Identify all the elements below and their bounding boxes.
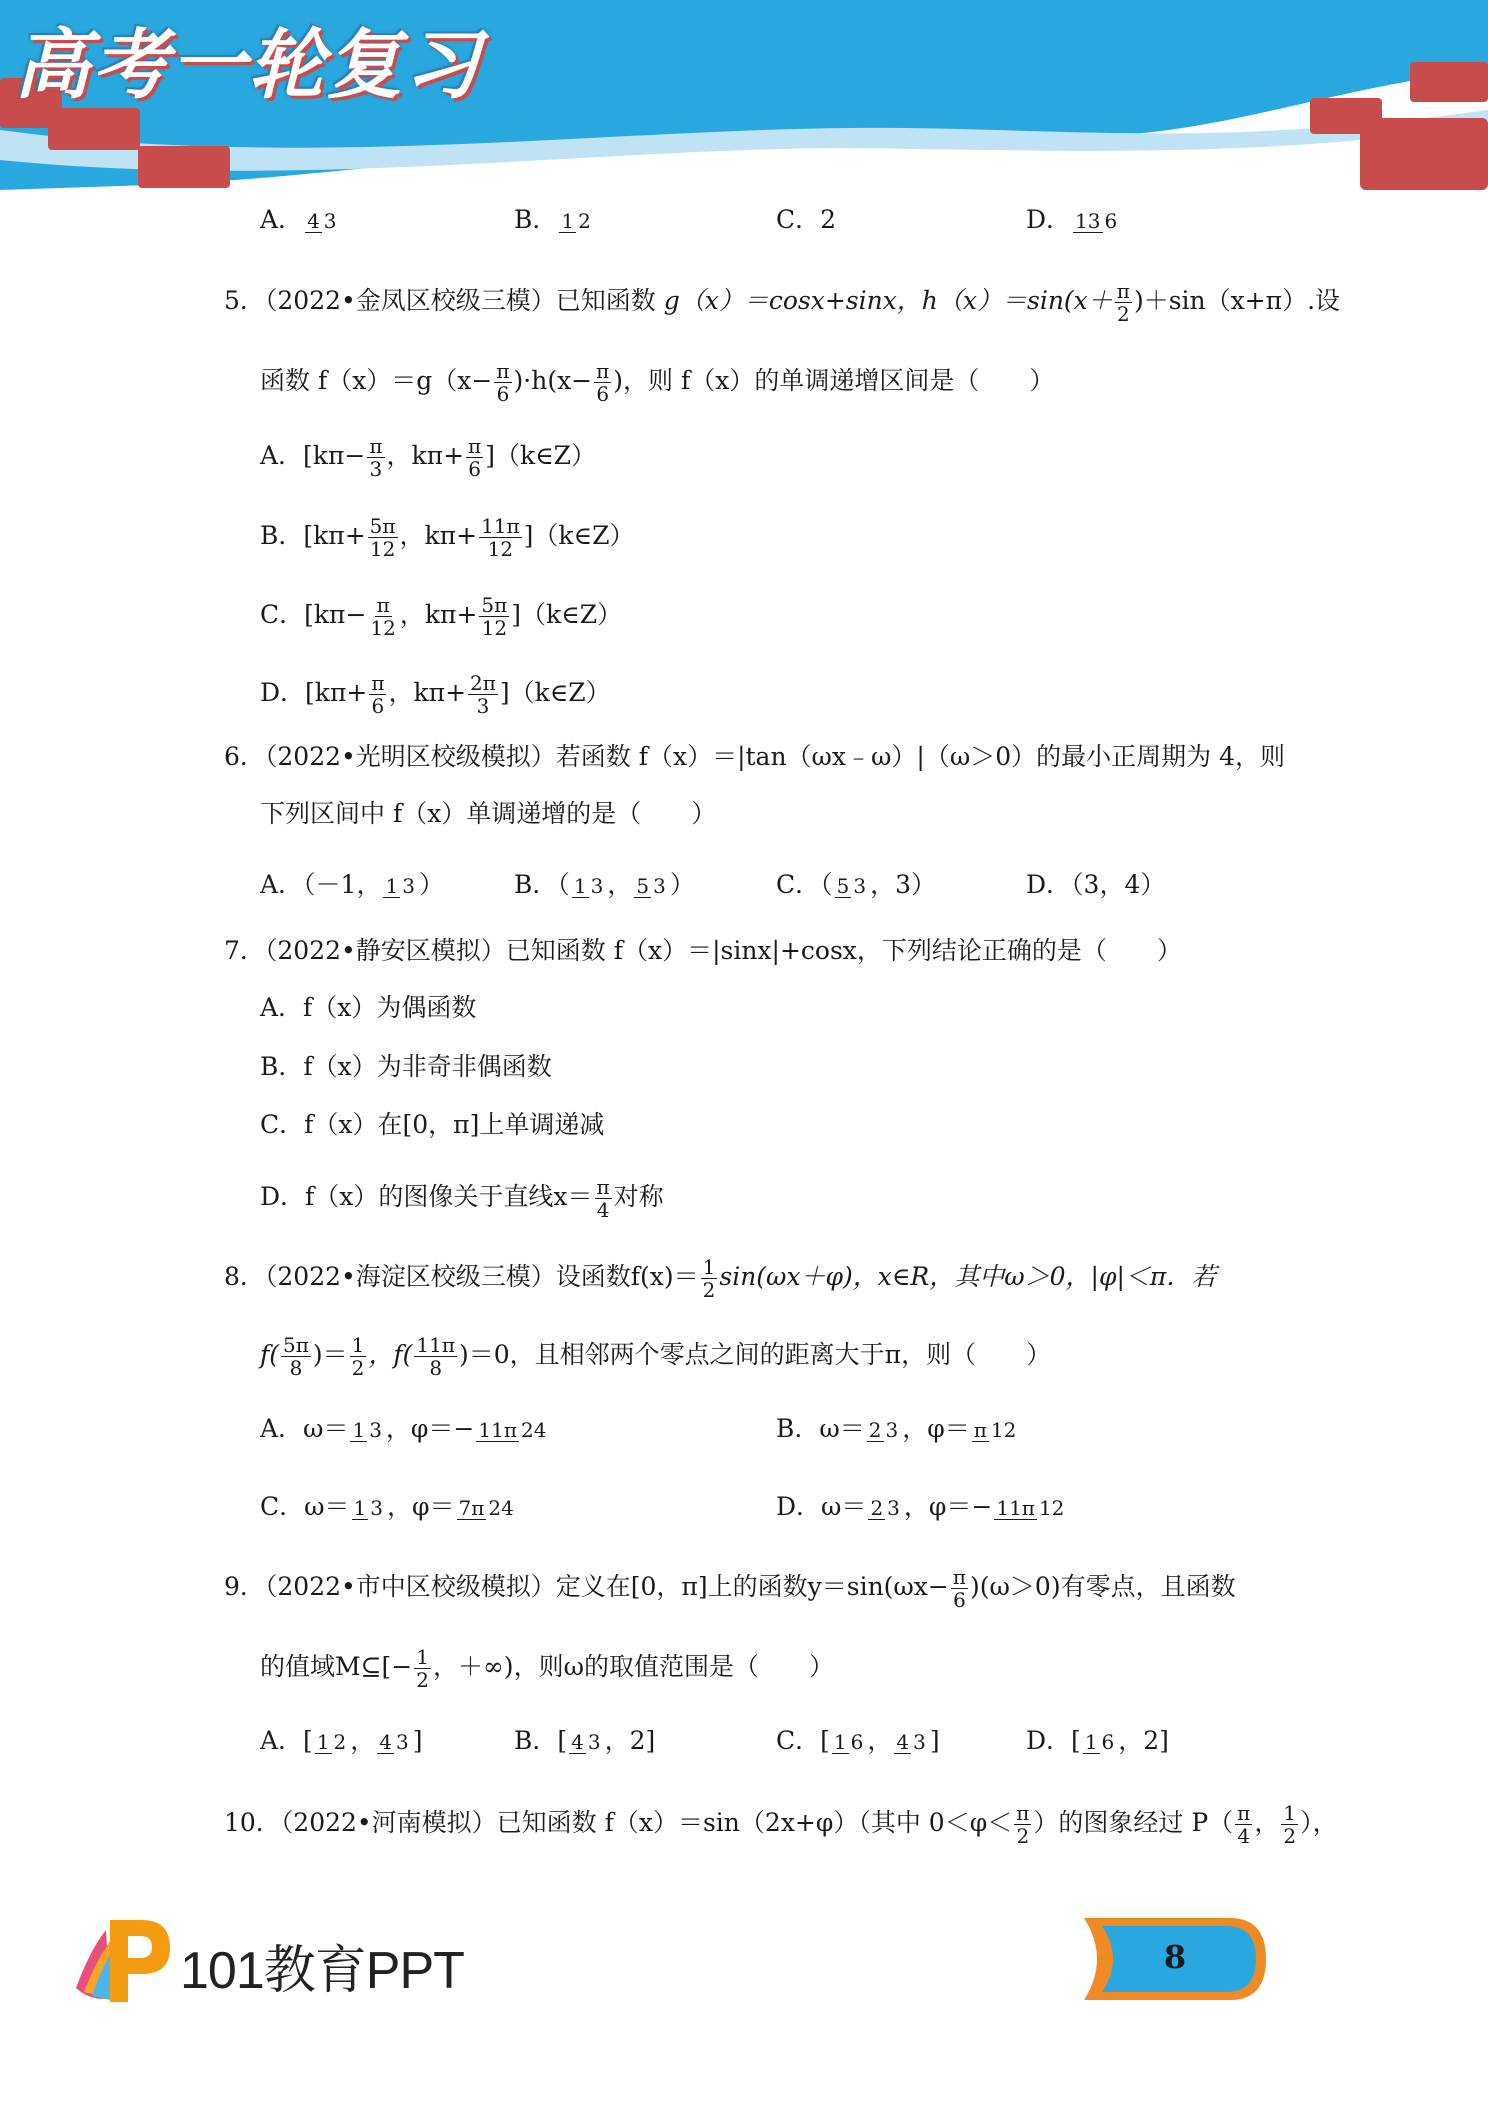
q8-option-d: D．ω＝ 2 3 ，φ＝− 11π 12 <box>776 1492 1065 1521</box>
q6-option-d: D．（3，4） <box>1026 870 1166 899</box>
q6-stem-line1: 6．（2022•光明区校级模拟）若函数 f（x）＝|tan（ωx﹣ω）|（ω＞0）的最小正周期为 4，则 <box>224 742 1285 771</box>
brick-3 <box>138 146 230 188</box>
brick-5 <box>1360 118 1488 190</box>
fraction: $\frac{\pi}{6}$ <box>496 359 510 406</box>
q4-option-a: A． 4 3 <box>260 205 337 234</box>
q9-stem-line1: 9．（2022•市中区校级模拟）定义在[0，π]上的函数y＝sin(ωx− $\frac{\pi}{6}$ )(ω＞0)有零点，且函数 <box>224 1565 1236 1612</box>
q8-stem-line1: 8．（2022•海淀区校级三模）设函数f(x)＝ $\frac{1}{2}$ sin(ωx＋φ)，x∈R，其中ω＞0，|φ|＜π．若 <box>224 1255 1217 1302</box>
q10-stem-line1: 10．（2022•河南模拟）已知函数 f（x）＝sin（2x+φ）（其中 0＜φ＜ $\frac{\pi}{2}$ ）的图象经过 P（ $\frac{\pi}{4}$ ， $\frac{1}{2}$ ）， <box>224 1801 1338 1848</box>
q8-option-b: B．ω＝ 2 3 ，φ＝ π 12 <box>776 1414 1017 1443</box>
logo-p-icon <box>70 1910 180 2010</box>
fraction: 13 6 <box>1075 209 1118 233</box>
q7-option-a: A．f（x）为偶函数 <box>260 993 477 1022</box>
q8-option-a: A．ω＝ 1 3 ，φ＝− 11π 24 <box>260 1414 547 1443</box>
q9-option-c: C．[ 1 6 ， 4 3 ] <box>776 1726 940 1755</box>
q4-option-c: C．2 <box>776 205 837 234</box>
brick-6 <box>1410 62 1488 102</box>
q6-option-a: A．（－1， 1 3 ） <box>260 870 444 899</box>
q5-stem-line1: 5．（2022•金凤区校级三模）已知函数 g（x）＝cosx+sinx，h（x）＝sin(x＋ $\frac{\pi}{2}$ )＋sin（x+π）.设 <box>224 279 1341 326</box>
page-number: 8 <box>1163 1938 1187 1976</box>
fraction: 4 3 <box>307 209 337 233</box>
q7-option-d: D．f（x）的图像关于直线x＝ $\frac{\pi}{4}$ 对称 <box>260 1175 664 1222</box>
q9-option-d: D．[ 1 6 ，2] <box>1026 1726 1169 1755</box>
q5-option-c: C．[kπ− $\frac{\pi}{12}$ ，kπ+ $\frac{5\pi}{12}$ ]（k∈Z） <box>260 593 623 640</box>
q5-option-a: A．[kπ− $\frac{\pi}{3}$ ，kπ+ $\frac{\pi}{6}$ ]（k∈Z） <box>260 434 596 481</box>
logo-text: 101教育PPT <box>180 1942 464 2000</box>
q7-stem: 7．（2022•静安区模拟）已知函数 f（x）＝|sinx|+cosx，下列结论正确的是（ ） <box>224 936 1182 965</box>
q4-option-d: D． 13 6 <box>1026 205 1118 234</box>
q6-option-b: B．（ 1 3 ， 5 3 ） <box>514 870 695 899</box>
q8-option-c: C．ω＝ 1 3 ，φ＝ 7π 24 <box>260 1492 514 1521</box>
q4-option-b: B． 1 2 <box>514 205 591 234</box>
q9-option-a: A．[ 1 2 ， 4 3 ] <box>260 1726 423 1755</box>
q5-option-b: B．[kπ+ $\frac{5\pi}{12}$ ，kπ+ $\frac{11\pi}{12}$ ]（k∈Z） <box>260 514 635 561</box>
banner-title: 高考一轮复习 <box>14 20 482 109</box>
fraction: $\frac{\pi}{2}$ <box>1116 279 1130 326</box>
q7-option-c: C．f（x）在[0，π]上单调递减 <box>260 1110 605 1139</box>
q6-option-c: C．（ 5 3 ，3） <box>776 870 937 899</box>
q6-stem-line2: 下列区间中 f（x）单调递增的是（ ） <box>260 799 717 828</box>
q5-option-d: D．[kπ+ $\frac{\pi}{6}$ ，kπ+ $\frac{2\pi}{3}$ ]（k∈Z） <box>260 671 611 718</box>
fraction: $\frac{\pi}{6}$ <box>596 359 610 406</box>
q9-stem-line2: 的值域M⊆[− $\frac{1}{2}$ ，＋∞)，则ω的取值范围是（ ） <box>260 1645 834 1692</box>
fraction: 1 2 <box>561 209 591 233</box>
q7-option-b: B．f（x）为非奇非偶函数 <box>260 1052 552 1081</box>
q9-option-b: B．[ 4 3 ，2] <box>514 1726 656 1755</box>
footer-logo <box>70 1910 470 2010</box>
q8-stem-line2: f( $\frac{5\pi}{8}$ )＝ $\frac{1}{2}$ ，f( $\frac{11\pi}{8}$ )＝0，且相邻两个零点之间的距离大于π，则（ ） <box>260 1333 1052 1380</box>
q5-stem-line2: 函数 f（x）＝g（x− $\frac{\pi}{6}$ )·h(x− $\frac{\pi}{6}$ )，则 f（x）的单调递增区间是（ ） <box>260 359 1055 406</box>
brick-2 <box>48 108 140 150</box>
